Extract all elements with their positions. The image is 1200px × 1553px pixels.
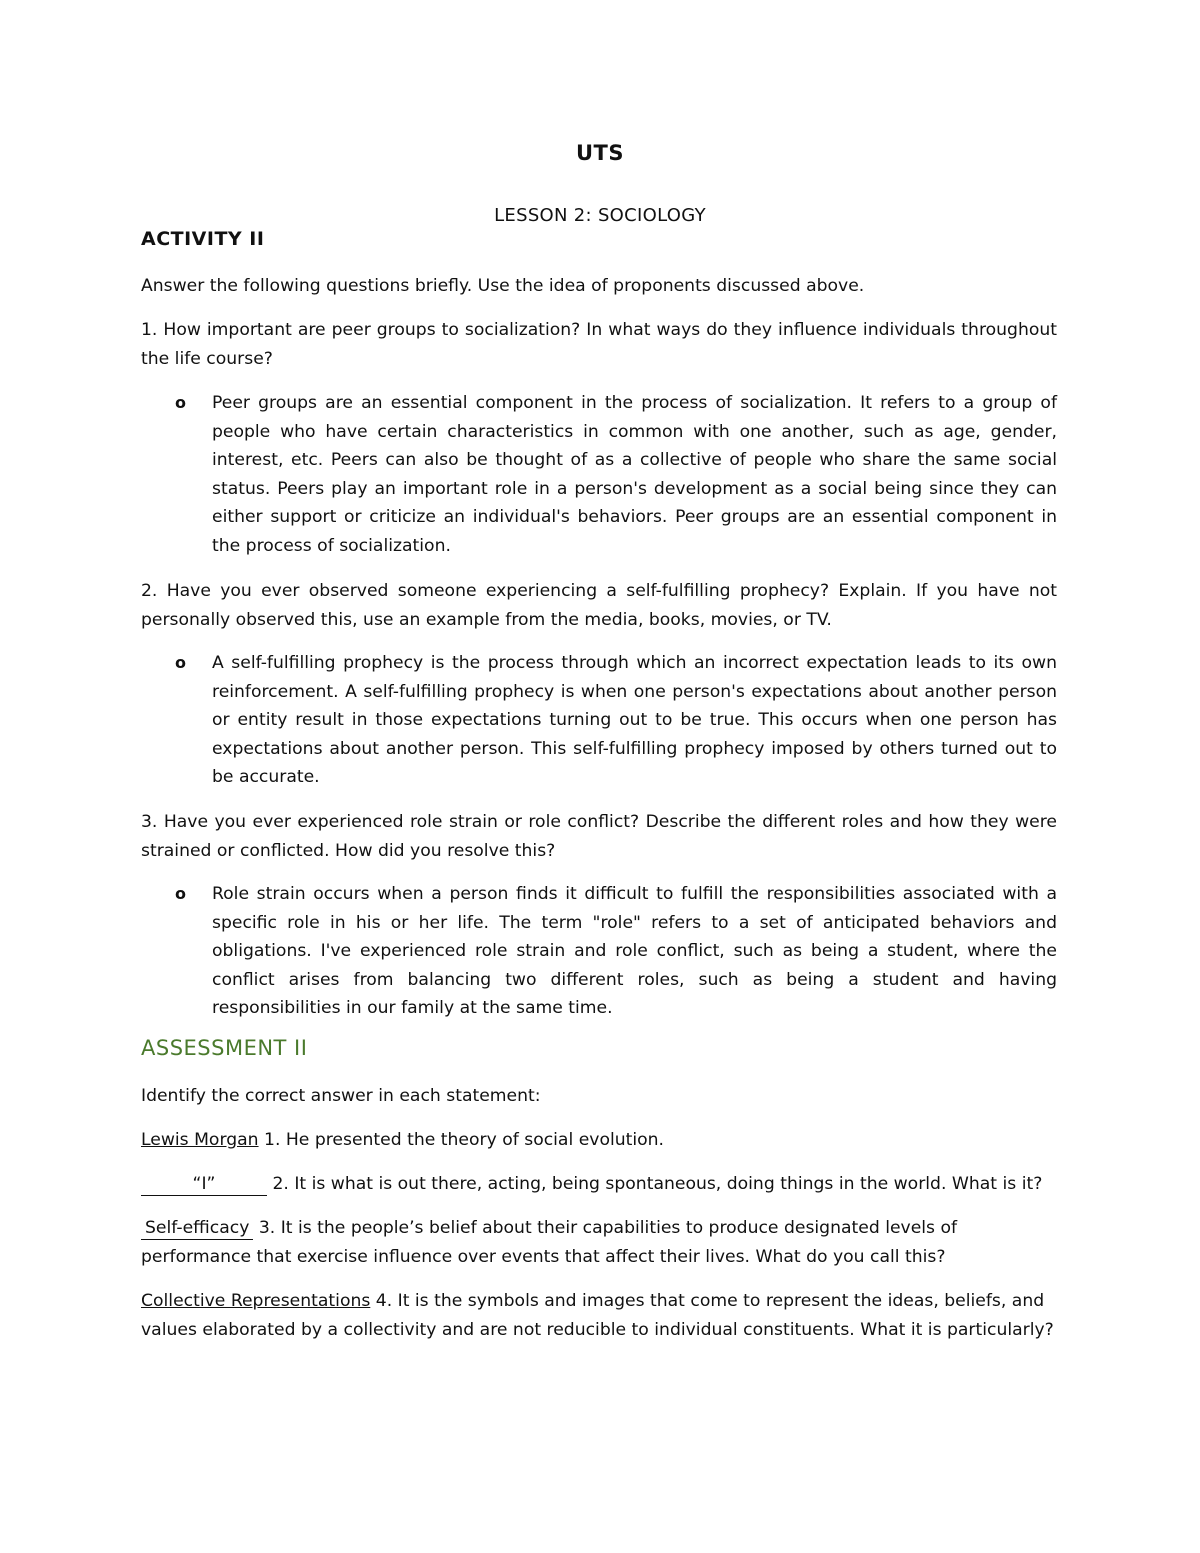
question-3: 3. Have you ever experienced role strain or role conflict? Describe the different roles and how they were strained or conflicted. How did you resolve this?: [141, 812, 1057, 861]
answer-blank-3: Self-efficacy: [141, 1217, 253, 1240]
assessment-item-2: [141, 1170, 1057, 1199]
question-2: 2. Have you ever observed someone experiencing a self-fulfilling prophecy? Explain. If you have not personally observed this, use an example from the media, books, movies, or TV.: [141, 581, 1057, 630]
answer-1: Peer groups are an essential component in the process of socialization. It refers to a group of people who have certain characteristics in common with one another, such as age, gender, interest, etc. Peers can also be thought of as a collective of people who share the same social status. Peers play an important role in a person's development as a social being since they can either support or criticize an individual's behaviors. Peer groups are an essential component in the process of socialization.: [212, 393, 1057, 556]
assessment-item-4: [141, 1287, 1057, 1344]
answer-blank-4: Collective Representations: [141, 1291, 371, 1311]
assessment-heading: ASSESSMENT II: [141, 1036, 308, 1060]
assessment-instruction: Identify the correct answer in each statement:: [141, 1086, 541, 1106]
answer-blank-2: “I”: [141, 1173, 267, 1196]
statement-3: 3. It is the people’s belief about their capabilities to produce designated levels of performance that exercise influence over events that affect their lives. What do you call this?: [141, 1218, 958, 1267]
answer-blank-1: Lewis Morgan: [141, 1130, 259, 1150]
activity-heading: ACTIVITY II: [141, 228, 265, 250]
lesson-subtitle: LESSON 2: SOCIOLOGY: [494, 205, 706, 226]
bullet-marker: o: [175, 653, 186, 672]
bullet-marker: o: [175, 884, 186, 903]
answer-3: Role strain occurs when a person finds it difficult to fulfill the responsibilities associated with a specific role in his or her life. The term "role" refers to a set of anticipated behaviors and obligations. I've experienced role strain and role conflict, such as being a student, where the conflict arises from balancing two different roles, such as being a student and having responsibilities in our family at the same time.: [212, 884, 1057, 1018]
statement-4: 4. It is the symbols and images that come to represent the ideas, beliefs, and values elaborated by a collectivity and are not reducible to individual constituents. What it is particularly?: [141, 1291, 1054, 1340]
activity-instruction: Answer the following questions briefly. Use the idea of proponents discussed above.: [141, 276, 865, 296]
statement-1: 1. He presented the theory of social evolution.: [258, 1130, 665, 1150]
assessment-item-1: [141, 1126, 1057, 1155]
assessment-item-3: [141, 1214, 1057, 1271]
question-1: 1. How important are peer groups to socialization? In what ways do they influence individuals throughout the life course?: [141, 320, 1057, 369]
bullet-marker: o: [175, 393, 186, 412]
statement-2: 2. It is what is out there, acting, being spontaneous, doing things in the world. What is it?: [267, 1174, 1043, 1194]
answer-2: A self-fulfilling prophecy is the process through which an incorrect expectation leads to its own reinforcement. A self-fulfilling prophecy is when one person's expectations about another person or entity result in those expectations turning out to be true. This occurs when one person has expectations about another person. This self-fulfilling prophecy imposed by others turned out to be accurate.: [212, 653, 1057, 787]
page-title: UTS: [575, 141, 624, 165]
